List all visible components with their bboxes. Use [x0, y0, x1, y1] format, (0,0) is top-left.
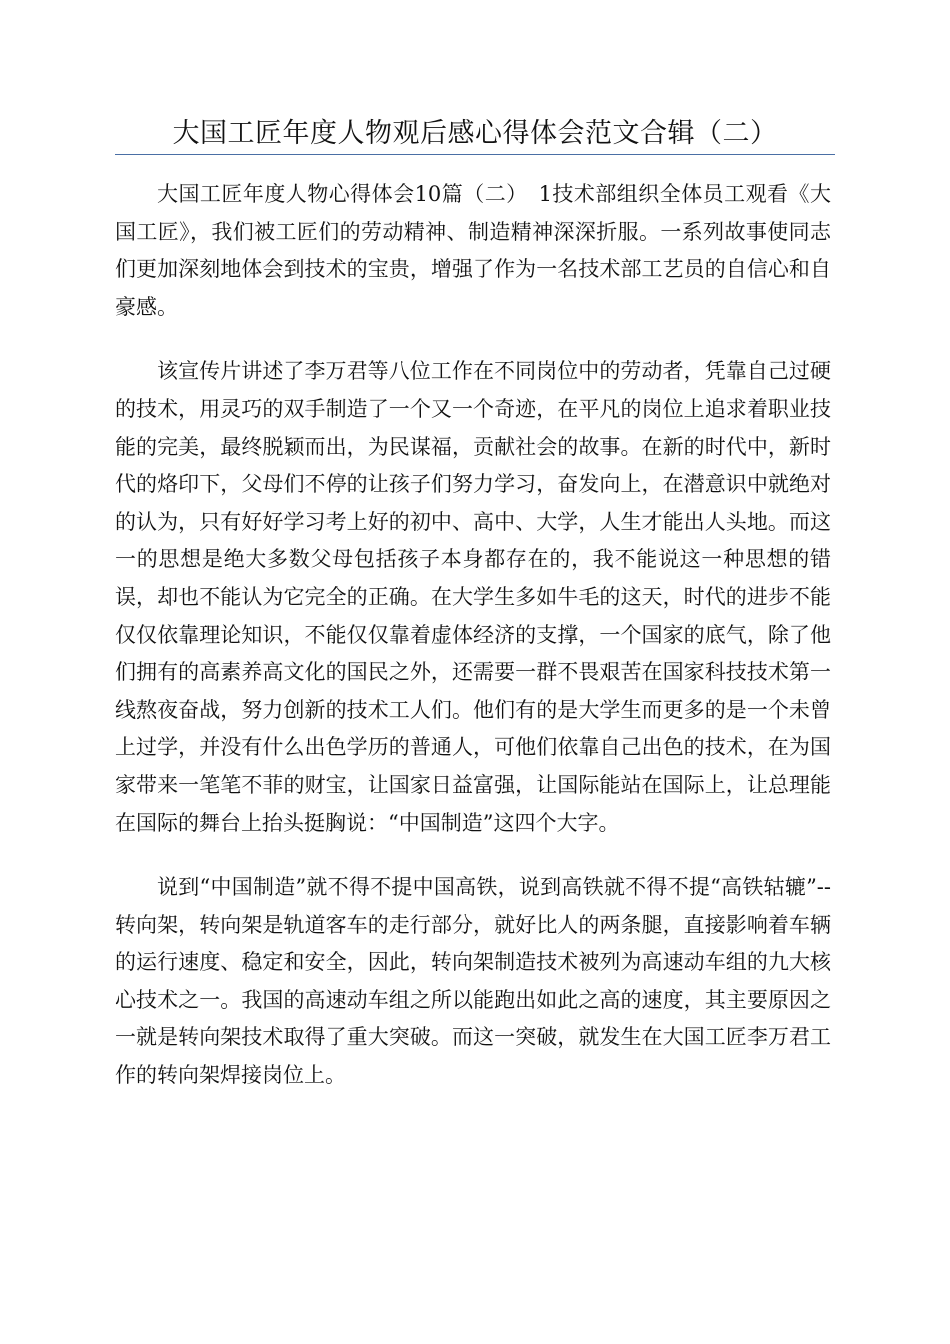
paragraph-2: 该宣传片讲述了李万君等八位工作在不同岗位中的劳动者，凭靠自己过硬的技术，用灵巧的双手制造了一个又一个奇迹，在平凡的岗位上追求着职业技能的完美，最终脱颖而出，为民谋福，贡献社会的故事。在新的时代中，新时代的烙印下，父母们不停的让孩子们努力学习，奋发向上，在潜意识中就绝对的认为，只有好好学习考上好的初中、高中、大学，人生才能出人头地。而这一的思想是绝大多数父母包括孩子本身都存在的，我不能说这一种思想的错误，却也不能认为它完全的正确。在大学生多如牛毛的这天，时代的进步不能仅仅依靠理论知识，不能仅仅靠着虚体经济的支撑，一个国家的底气，除了他们拥有的高素养高文化的国民之外，还需要一群不畏艰苦在国家科技技术第一线熬夜奋战，努力创新的技术工人们。他们有的是大学生而更多的是一个未曾上过学，并没有什么出色学历的普通人，可他们依靠自己出色的技术，在为国家带来一笔笔不菲的财宝，让国家日益富强，让国际能站在国际上，让总理能在国际的舞台上抬头挺胸说：“中国制造”这四个大字。 [115, 359, 831, 835]
paragraph-3: 说到“中国制造”就不得不提中国高铁，说到高铁就不得不提“高铁轱辘”--转向架，转向架是轨道客车的走行部分，就好比人的两条腿，直接影响着车辆的运行速度、稳定和安全，因此，转向架制造技术被列为高速动车组的九大核心技术之一。我国的高速动车组之所以能跑出如此之高的速度，其主要原因之一就是转向架技术取得了重大突破。而这一突破，就发生在大国工匠李万君工作的转向架焊接岗位上。 [115, 875, 831, 1088]
document-body [115, 176, 831, 1122]
document-title: 大国工匠年度人物观后感心得体会范文合辑（二） [172, 118, 778, 149]
paragraph-1: 大国工匠年度人物心得体会10篇（二） 1技术部组织全体员工观看《大国工匠》，我们被工匠们的劳动精神、制造精神深深折服。一系列故事使同志们更加深刻地体会到技术的宝贵，增强了作为一名技术部工艺员的自信心和自豪感。 [115, 182, 831, 319]
title-underline [115, 154, 835, 155]
